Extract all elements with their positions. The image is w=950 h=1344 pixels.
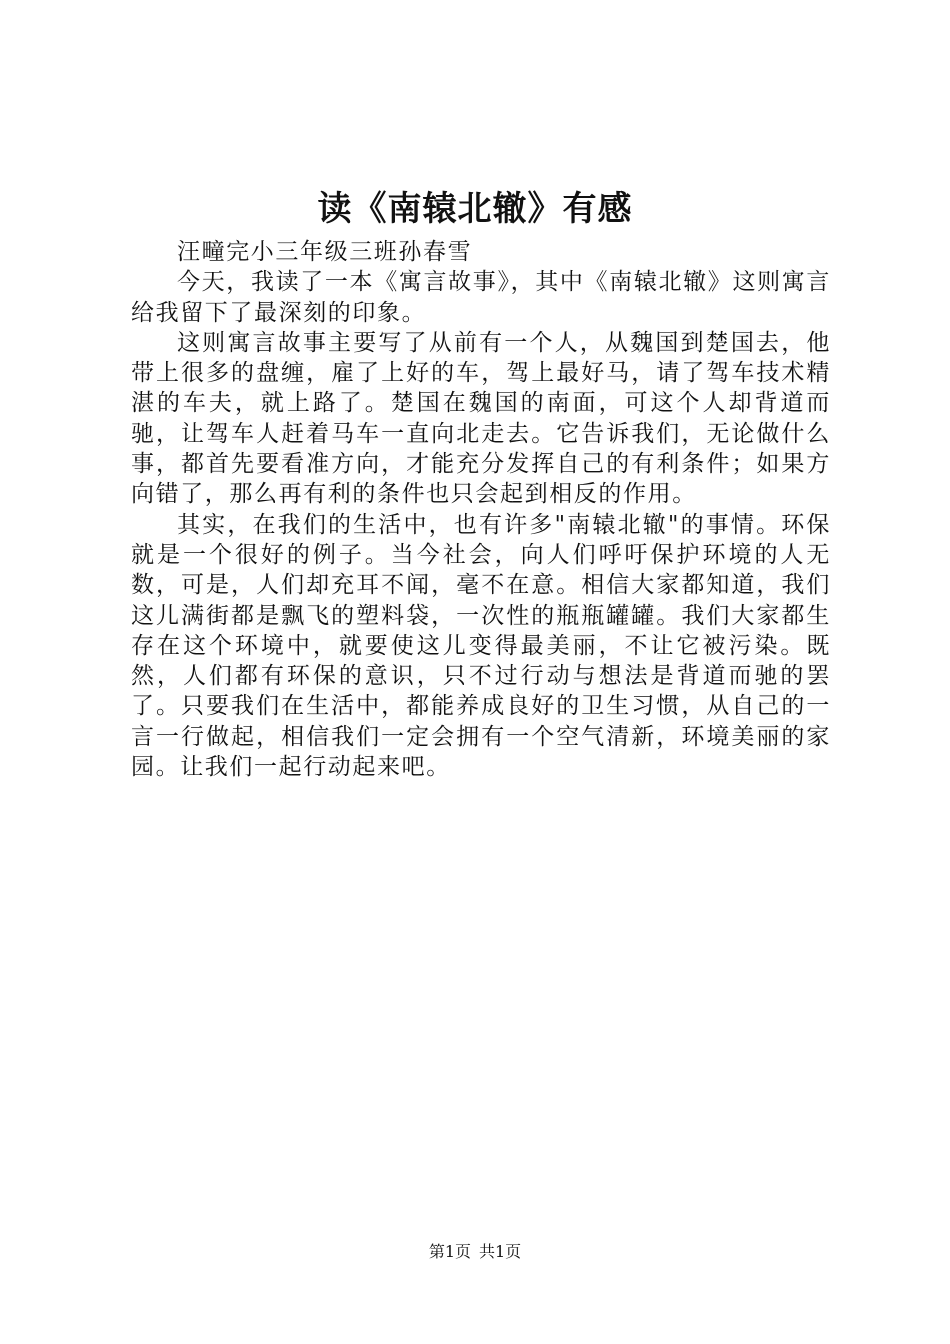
page-number: 第1页 [428,1242,471,1261]
body-paragraph: 今天，我读了一本《寓言故事》，其中《南辕北辙》这则寓言给我留下了最深刻的印象。 [131,269,831,326]
document-title: 读《南辕北辙》有感 [317,189,633,229]
page-footer [0,1240,950,1264]
document-body [131,237,831,782]
author-line: 汪疃完小三年级三班孙春雪 [177,239,473,265]
body-paragraph: 其实，在我们的生活中，也有许多"南辕北辙"的事情。环保就是一个很好的例子。当今社会，向人们呼吁保护环境的人无数，可是，人们却充耳不闻，毫不在意。相信大家都知道，我们这儿满街都是飘飞的塑料袋，一次性的瓶瓶罐罐。我们大家都生存在这个环境中，就要使这儿变得最美丽，不让它被污染。既然，人们都有环保的意识，只不过行动与想法是背道而驰的罢了。只要我们在生活中，都能养成良好的卫生习惯，从自己的一言一行做起，相信我们一定会拥有一个空气清新，环境美丽的家园。让我们一起行动起来吧。 [131,511,831,781]
body-paragraph: 这则寓言故事主要写了从前有一个人，从魏国到楚国去，他带上很多的盘缠，雇了上好的车，驾上最好马，请了驾车技术精湛的车夫，就上路了。楚国在魏国的南面，可这个人却背道而驰，让驾车人赶着马车一直向北走去。它告诉我们，无论做什么事，都首先要看准方向，才能充分发挥自己的有利条件；如果方向错了，那么再有利的条件也只会起到相反的作用。 [131,329,831,508]
page-total: 共1页 [479,1242,522,1261]
